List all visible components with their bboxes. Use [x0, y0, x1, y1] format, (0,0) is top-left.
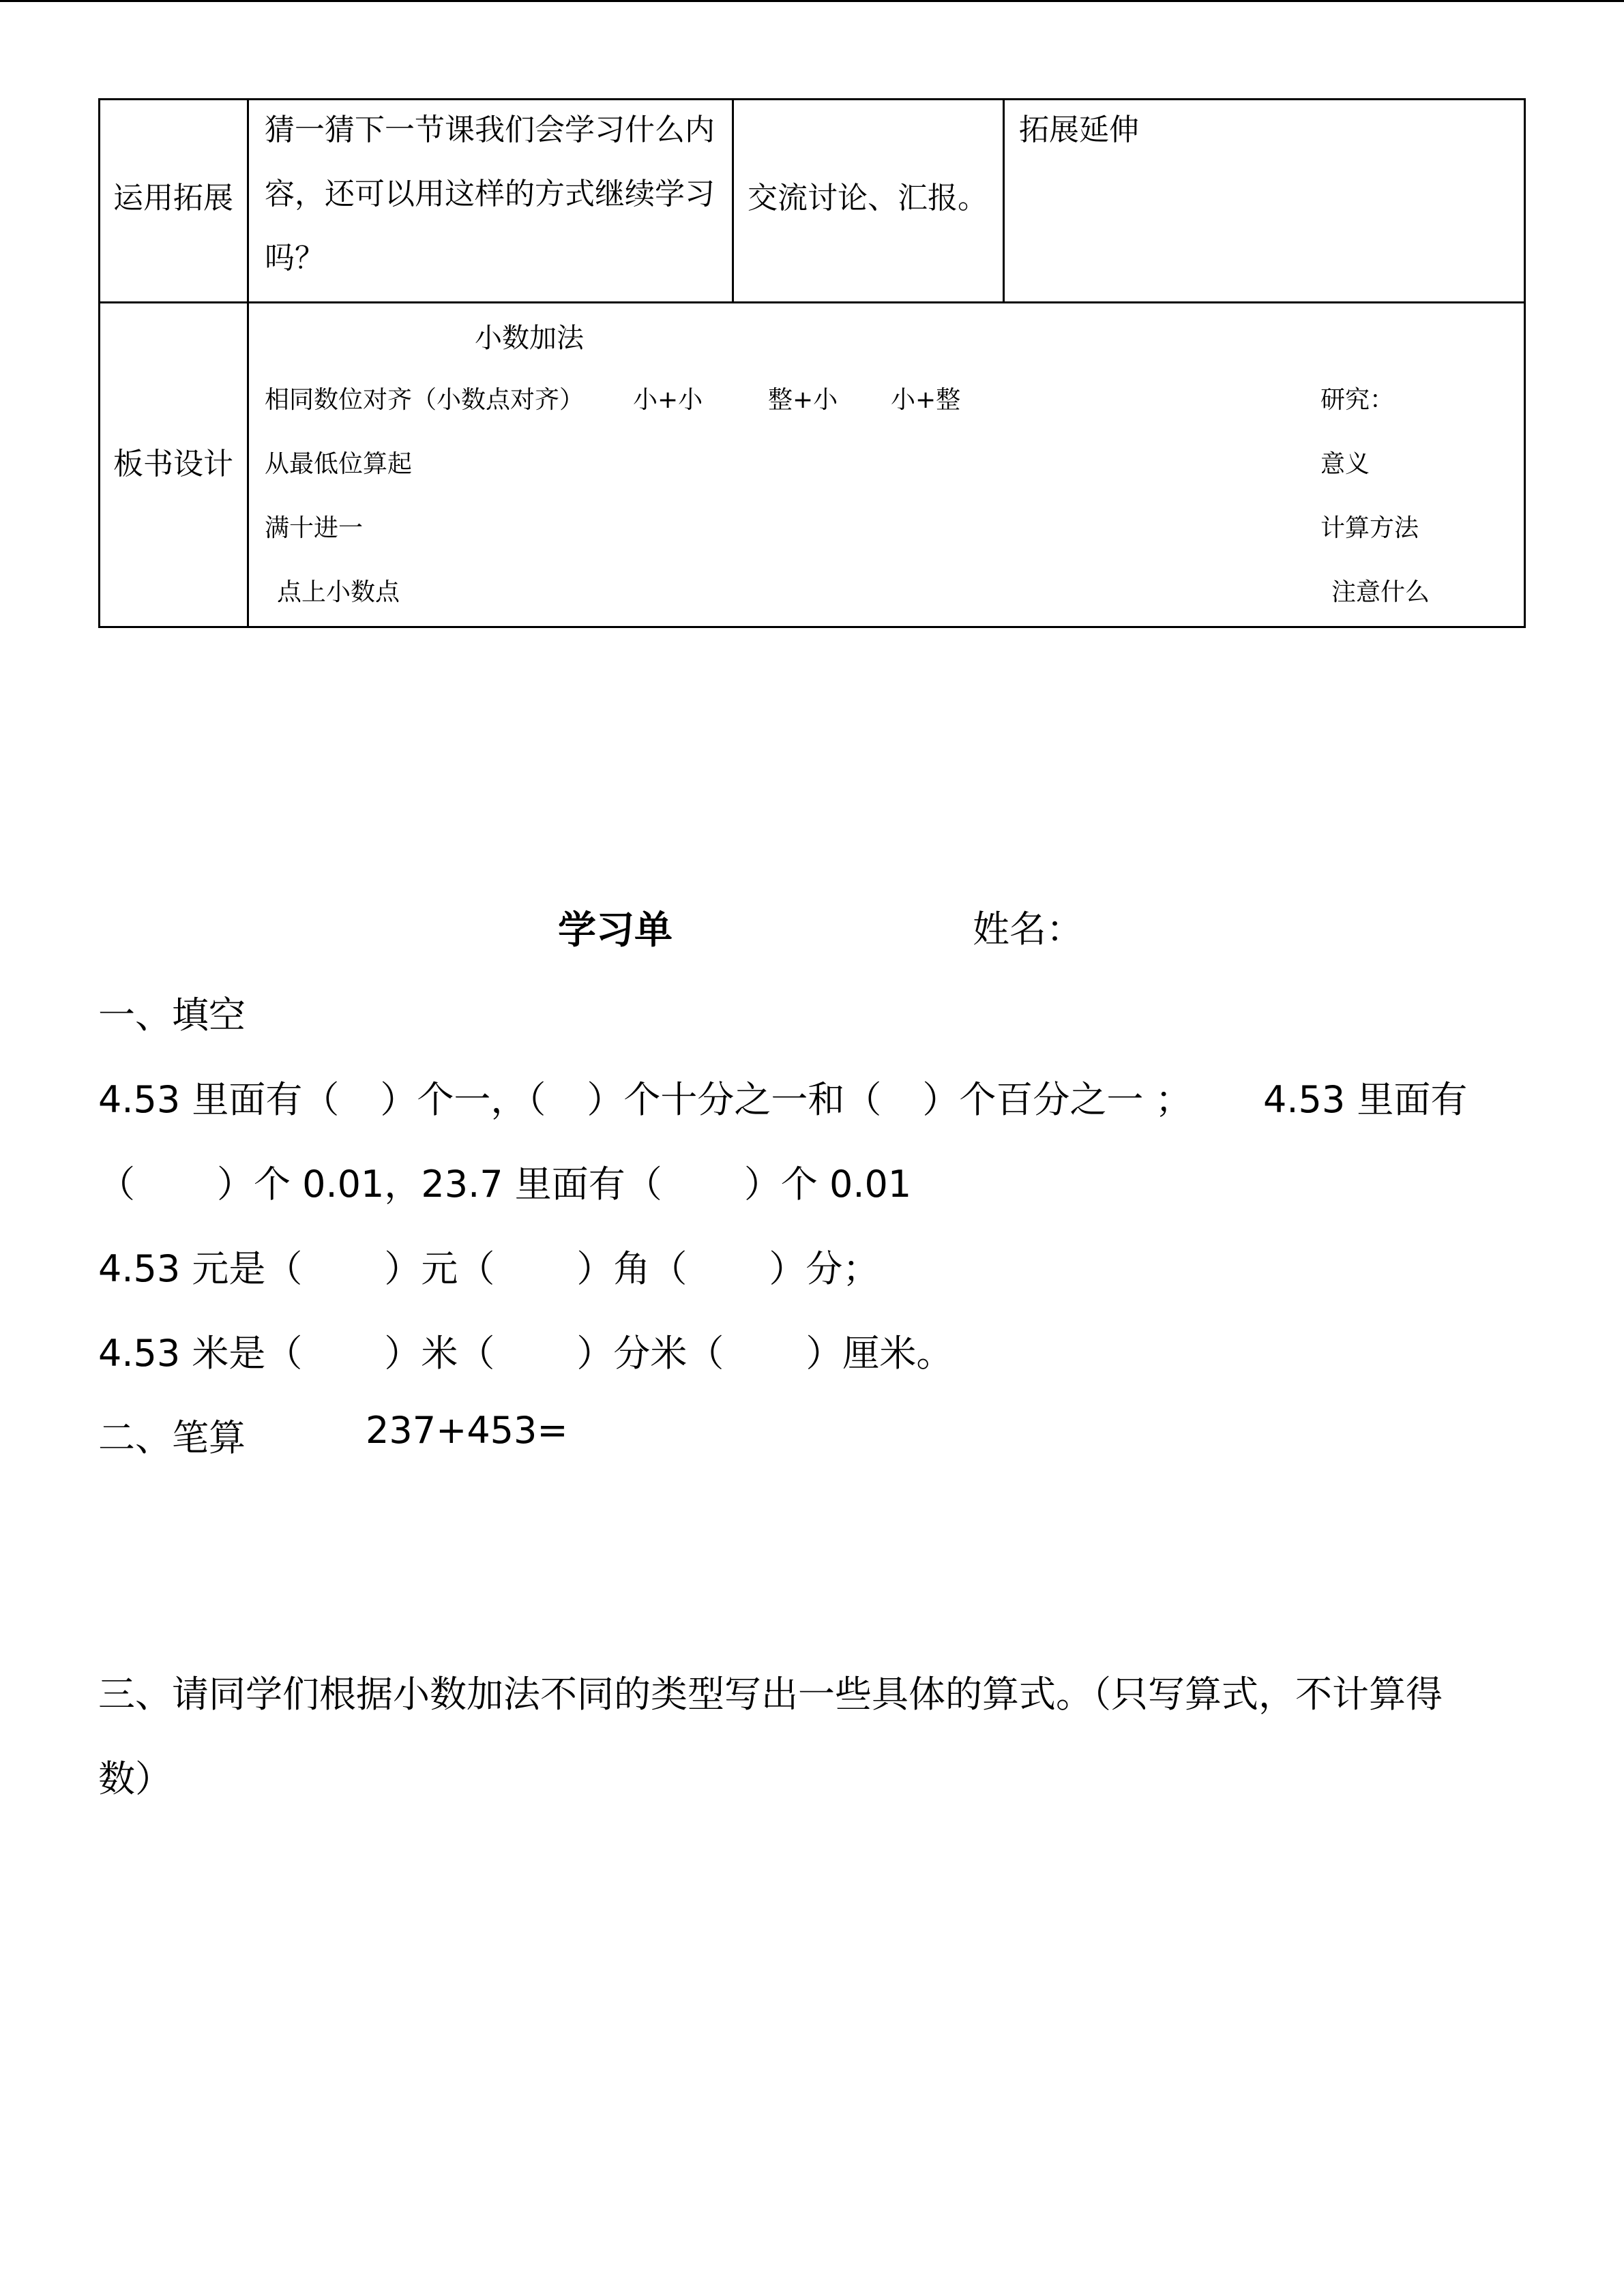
calc-expression: 237+453= — [366, 1409, 568, 1452]
section-fill-blank: 一、填空 — [98, 994, 246, 1037]
page-top-rule — [0, 0, 1624, 2]
row1-content-line3: 吗？ — [265, 241, 325, 275]
board-type-integer-decimal: 整+小 — [768, 386, 838, 414]
board-side-method: 计算方法 — [1320, 514, 1419, 542]
q2-text-d: ）分； — [769, 1247, 880, 1290]
board-type-decimal-integer: 小+整 — [891, 386, 961, 414]
board-line-carry: 满十进一 — [265, 514, 364, 542]
q3-line — [98, 1324, 953, 1377]
q1l2-text-c: ）个 0.01 — [743, 1163, 912, 1206]
name-label: 姓名： — [973, 908, 1083, 951]
table-col-divider-purpose — [1003, 98, 1005, 303]
row1-content-line1: 猜一猜下一节课我们会学习什么内 — [265, 113, 715, 147]
worksheet-title: 学习单 — [558, 908, 673, 953]
board-type-decimal-decimal: 小+小 — [633, 386, 703, 414]
table-col-divider-label — [247, 98, 249, 628]
q2-line — [98, 1240, 879, 1292]
row1-purpose: 拓展延伸 — [1019, 113, 1139, 147]
q2-text-b: ）元（ — [384, 1247, 495, 1290]
q1l2-text-b: ）个 0.01，23.7 里面有（ — [217, 1163, 662, 1206]
table-border-left — [98, 98, 100, 628]
q1-line1 — [98, 1071, 1192, 1123]
row-label-application: 运用拓展 — [113, 181, 233, 215]
q2-text-a: 4.53 元是（ — [98, 1247, 303, 1290]
row-label-board-design: 板书设计 — [113, 447, 233, 481]
q3-text-a: 4.53 米是（ — [98, 1332, 303, 1375]
board-side-research: 研究： — [1320, 386, 1395, 414]
board-title: 小数加法 — [475, 323, 584, 354]
q1-text-b: ）个一，（ — [380, 1078, 546, 1121]
q1-text-d: ）个百分之一 ； — [922, 1078, 1192, 1121]
q1-text-c: ）个十分之一和（ — [587, 1078, 882, 1121]
board-line-align: 相同数位对齐（小数点对齐） — [265, 386, 585, 414]
q1l2-text-a: （ — [98, 1163, 135, 1206]
q2-text-c: ）角（ — [576, 1247, 688, 1290]
board-line-decimal-point: 点上小数点 — [277, 578, 400, 606]
q1-line2 — [98, 1155, 911, 1208]
lesson-table — [98, 98, 1526, 628]
board-side-meaning: 意义 — [1320, 450, 1370, 478]
q1-text-e: 4.53 里面有 — [1263, 1078, 1468, 1121]
board-line-lowest-digit: 从最低位算起 — [265, 450, 413, 478]
q3-text-d: ）厘米。 — [806, 1332, 954, 1375]
q3-text-b: ）米（ — [384, 1332, 495, 1375]
section-written-calc: 二、笔算 — [98, 1416, 246, 1459]
row1-content-line2: 容，还可以用这样的方式继续学习 — [265, 177, 715, 211]
table-border-bottom — [98, 626, 1526, 628]
row1-activity: 交流讨论、汇报。 — [748, 181, 988, 215]
q3-text-c: ）分米（ — [576, 1332, 724, 1375]
section-write-expressions-line2: 数） — [98, 1757, 172, 1800]
table-row-divider — [98, 301, 1526, 303]
table-col-divider-activity — [732, 98, 734, 303]
table-border-right — [1524, 98, 1526, 628]
board-side-notes: 注意什么 — [1331, 578, 1430, 606]
q1-text-a: 4.53 里面有（ — [98, 1078, 340, 1121]
section-write-expressions-line1: 三、请同学们根据小数加法不同的类型写出一些具体的算式。（只写算式，不计算得 — [98, 1673, 1443, 1716]
